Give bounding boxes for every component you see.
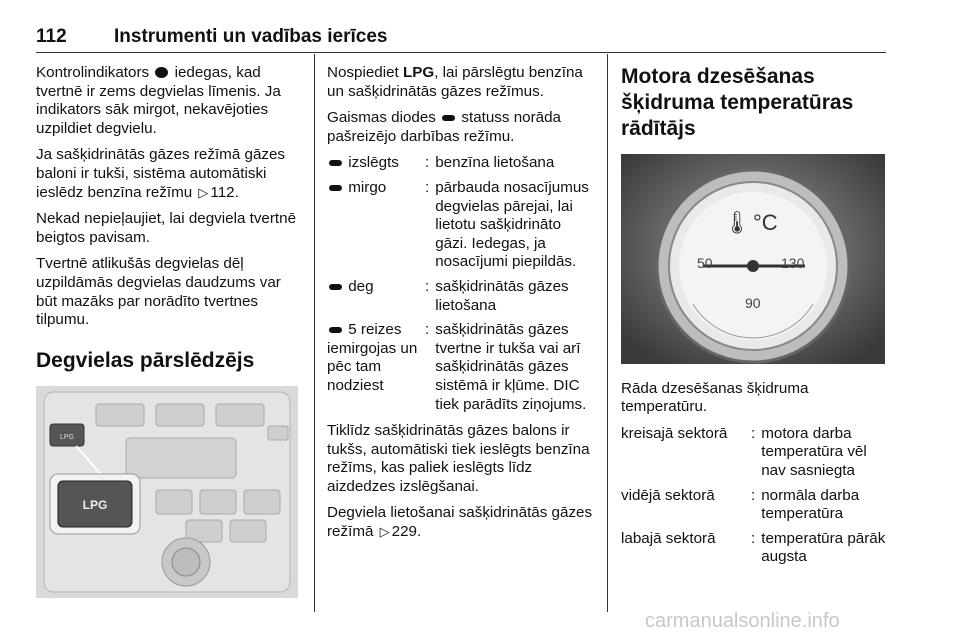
led-icon (329, 185, 342, 191)
lpg-label-big: LPG (82, 497, 108, 512)
row-term: deg (327, 278, 419, 315)
column-divider-2 (607, 54, 608, 612)
row-definition: pārbauda nosacījumus degvielas pārejai, lai lietotu sašķidrināto gāzi. Iedegas, ja nosacījumi piepildās. (435, 178, 589, 271)
coolant-sector-table (621, 425, 889, 567)
row-definition: sašķidrinātās gāzes lietošana (435, 277, 569, 314)
page-number: 112 (36, 26, 67, 47)
lpg-label-small: LPG (59, 433, 75, 441)
coolant-gauge-image (621, 154, 885, 364)
paragraph-press-lpg (327, 64, 595, 101)
row-definition: sašķidrinātās gāzes tvertne ir tukša vai arī sašķidrinātās gāzes sistēmā ir kļūme. DIC tiek parādīts ziņojums. (435, 321, 587, 413)
text: Gaismas diodes (327, 109, 436, 127)
row-definition: motora darba temperatūra vēl nav sasniegta (761, 424, 867, 479)
column-1 (36, 64, 302, 613)
table-row: labajā sektorā : temperatūra pārāk augsta (621, 530, 889, 567)
page-header (36, 26, 886, 52)
page-reference[interactable]: 229. (391, 523, 422, 541)
gauge-mid-label: 90 (745, 295, 761, 311)
column-divider-1 (314, 54, 315, 612)
table-row: kreisajā sektorā : motora darba temperatūra vēl nav sasniegta (621, 425, 889, 481)
row-term: 5 reizes iemirgojas un pēc tam nodziest (327, 321, 418, 394)
gauge-unit: °C (753, 210, 778, 235)
page-reference-icon: ▷ (379, 524, 390, 540)
paragraph-tank-capacity: Tvertnē atlikušās degvielas dēļ uzpildāmās degvielas daudzums var būt mazāks par norādīto tvertnes tilpumu. (36, 255, 281, 329)
text: Kontrolindikators (36, 64, 150, 81)
row-definition: benzīna lietošana (435, 154, 555, 172)
column-2 (327, 64, 595, 550)
text: Nospiediet (327, 64, 399, 81)
page-title: Instrumenti un vadības ierīces (114, 26, 388, 47)
row-term: izslēgts (327, 154, 419, 173)
row-definition: temperatūra pārāk augsta (761, 529, 886, 566)
paragraph-lpg-empty (36, 146, 302, 202)
paragraph-led-status (327, 109, 595, 146)
lpg-keyword: LPG (403, 64, 435, 81)
row-term: mirgo (327, 179, 419, 272)
paragraph-fuel-indicator (36, 64, 302, 138)
page-reference[interactable]: 112. (210, 183, 239, 201)
text: , lai pārslēgtu benzīna un sašķidrinātās gāzes režīmus. (327, 64, 583, 100)
text: iedegas, kad tvertnē ir zems degvielas līmenis. Ja indikators sāk mirgot, nekavējoties uzpildiet degvielu. (36, 64, 281, 137)
text: statuss norāda pašreizējo darbības režīmu. (327, 109, 561, 145)
led-icon (442, 115, 455, 121)
paragraph-lpg-fuel (327, 504, 595, 541)
row-term: vidējā sektorā (621, 486, 715, 504)
table-row: deg : sašķidrinātās gāzes lietošana (327, 278, 595, 315)
column-3 (621, 64, 889, 575)
table-row: vidējā sektorā : normāla darba temperatūra (621, 487, 889, 524)
led-status-table (327, 154, 595, 414)
table-row: mirgo : pārbauda nosacījumus degvielas pārejai, lai lietotu sašķidrināto gāzi. Iedegas, ja nosacījumi piepildās. (327, 179, 595, 272)
page-reference-icon: ▷ (198, 184, 209, 200)
table-row: 5 reizes iemirgojas un pēc tam nodziest : sašķidrinātās gāzes tvertne ir tukša vai arī sašķidrinātās gāzes sistēmā ir kļūme. DIC tiek parādīts ziņojums. (327, 321, 595, 414)
watermark: carmanualsonline.info (645, 610, 840, 632)
section-heading-fuel-selector: Degvielas pārslēdzējs (36, 348, 255, 372)
fuel-indicator-icon (155, 67, 168, 78)
coolant-gauge-illustration (621, 154, 889, 370)
row-definition: normāla darba temperatūra (761, 486, 860, 523)
row-term: labajā sektorā (621, 529, 716, 547)
paragraph-coolant: Rāda dzesēšanas šķidruma temperatūru. (621, 379, 809, 416)
text: Ja sašķidrinātās gāzes režīmā gāzes baloni ir tukši, sistēma automātiski ieslēdz benzīna režīmu (36, 146, 286, 201)
text: Degviela lietošanai sašķidrinātās gāzes režīmā (327, 504, 593, 541)
paragraph-auto-petrol: Tiklīdz sašķidrinātās gāzes balons ir tukšs, automātiski tiek ieslēgts benzīna režīms, kas paliek ieslēgts līdz aizdedzes izslēgšanai. (327, 422, 590, 495)
paragraph-never-empty: Nekad nepieļaujiet, lai degviela tvertnē beigtos pavisam. (36, 210, 297, 246)
led-icon (329, 327, 342, 333)
section-heading-coolant-gauge: Motora dzesēšanas šķidruma temperatūras rādītājs (621, 65, 854, 140)
header-rule (36, 52, 886, 53)
gauge-min-label: 50 (697, 255, 713, 271)
table-row: izslēgts : benzīna lietošana (327, 154, 595, 173)
lpg-button-illustration (36, 386, 302, 604)
led-icon (329, 284, 342, 290)
lpg-console-image (36, 386, 298, 598)
row-term: kreisajā sektorā (621, 424, 728, 442)
thermometer-icon: 🌡 (723, 211, 751, 236)
led-icon (329, 160, 342, 166)
gauge-max-label: 130 (781, 255, 805, 271)
